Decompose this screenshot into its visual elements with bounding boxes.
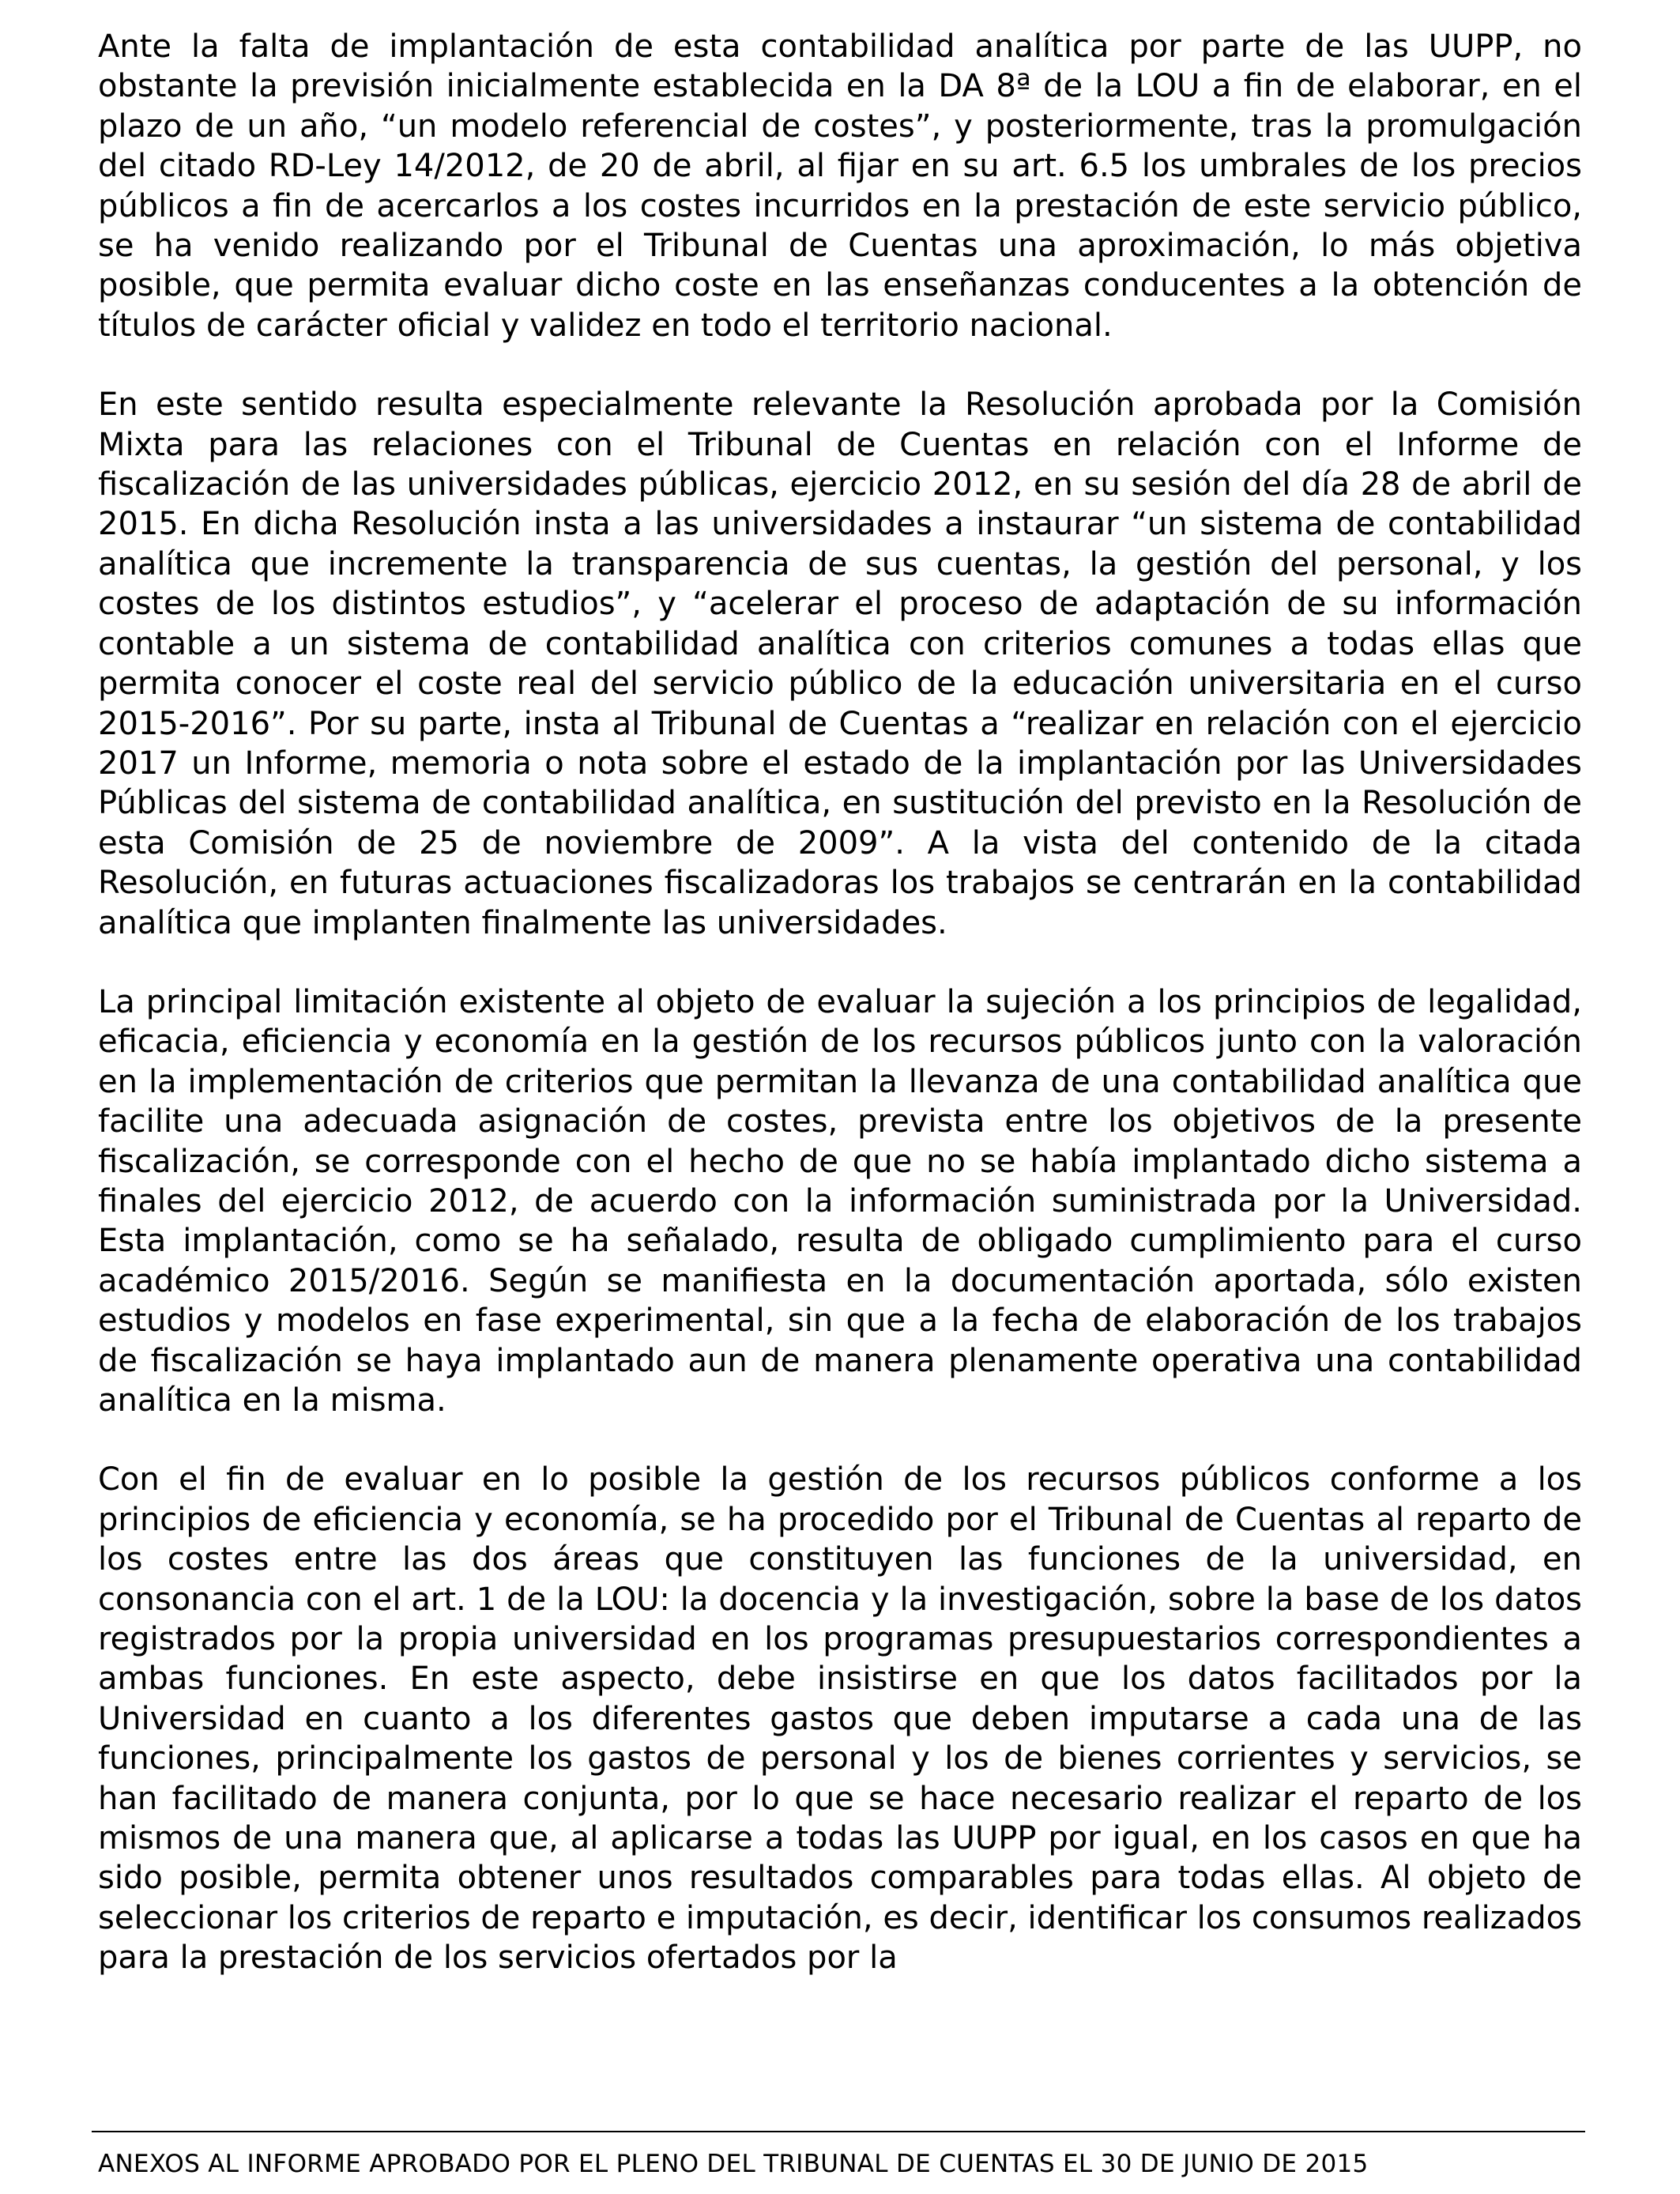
document-body xyxy=(98,27,1582,1978)
paragraph-4: Con el fin de evaluar en lo posible la gestión de los recursos públicos conforme a los principios de eficiencia y economía, se ha procedido por el Tribunal de Cuentas al reparto de los costes entre las dos áreas que constituyen las funciones de la universidad, en consonancia con el art. 1 de la LOU: la docencia y la investigación, sobre la base de los datos registrados por la propia universidad en los programas presupuestarios correspondientes a ambas funciones. En este aspecto, debe insistirse en que los datos facilitados por la Universidad en cuanto a los diferentes gastos que deben imputarse a cada una de las funciones, principalmente los gastos de personal y los de bienes corrientes y servicios, se han facilitado de manera conjunta, por lo que se hace necesario realizar el reparto de los mismos de una manera que, al aplicarse a todas las UUPP por igual, en los casos en que ha sido posible, permita obtener unos resultados comparables para todas ellas. Al objeto de seleccionar los criterios de reparto e imputación, es decir, identificar los consumos realizados para la prestación de los servicios ofertados por la xyxy=(98,1461,1582,1977)
footer-divider xyxy=(92,2131,1585,2132)
paragraph-1: Ante la falta de implantación de esta contabilidad analítica por parte de las UUPP, no obstante la previsión inicialmente establecida en la DA 8ª de la LOU a fin de elaborar, en el plazo de un año, “un modelo referencial de costes”, y posteriormente, tras la promulgación del citado RD-Ley 14/2012, de 20 de abril, al fijar en su art. 6.5 los umbrales de los precios públicos a fin de acercarlos a los costes incurridos en la prestación de este servicio público, se ha venido realizando por el Tribunal de Cuentas una aproximación, lo más objetiva posible, que permita evaluar dicho coste en las enseñanzas conducentes a la obtención de títulos de carácter oficial y validez en todo el territorio nacional. xyxy=(98,28,1582,344)
paragraph-2: En este sentido resulta especialmente relevante la Resolución aprobada por la Comisión Mixta para las relaciones con el Tribunal de Cuentas en relación con el Informe de fiscalización de las universidades públicas, ejercicio 2012, en su sesión del día 28 de abril de 2015. En dicha Resolución insta a las universidades a instaurar “un sistema de contabilidad analítica que incremente la transparencia de sus cuentas, la gestión del personal, y los costes de los distintos estudios”, y “acelerar el proceso de adaptación de su información contable a un sistema de contabilidad analítica con criterios comunes a todas ellas que permita conocer el coste real del servicio público de la educación universitaria en el curso 2015-2016”. Por su parte, insta al Tribunal de Cuentas a “realizar en relación con el ejercicio 2017 un Informe, memoria o nota sobre el estado de la implantación por las Universidades Públicas del sistema de contabilidad analítica, en sustitución del previsto en la Resolución de esta Comisión de 25 de noviembre de 2009”. A la vista del contenido de la citada Resolución, en futuras actuaciones fiscalizadoras los trabajos se centrarán en la contabilidad analítica que implanten finalmente las universidades. xyxy=(98,386,1582,941)
paragraph-3: La principal limitación existente al objeto de evaluar la sujeción a los principios de legalidad, eficacia, eficiencia y economía en la gestión de los recursos públicos junto con la valoración en la implementación de criterios que permitan la llevanza de una contabilidad analítica que facilite una adecuada asignación de costes, prevista entre los objetivos de la presente fiscalización, se corresponde con el hecho de que no se había implantado dicho sistema a finales del ejercicio 2012, de acuerdo con la información suministrada por la Universidad. Esta implantación, como se ha señalado, resulta de obligado cumplimiento para el curso académico 2015/2016. Según se manifiesta en la documentación aportada, sólo existen estudios y modelos en fase experimental, sin que a la fecha de elaboración de los trabajos de fiscalización se haya implantado aun de manera plenamente operativa una contabilidad analítica en la misma. xyxy=(98,983,1582,1419)
page-footer: ANEXOS AL INFORME APROBADO POR EL PLENO DEL TRIBUNAL DE CUENTAS EL 30 DE JUNIO DE 2015 xyxy=(98,2150,1369,2178)
